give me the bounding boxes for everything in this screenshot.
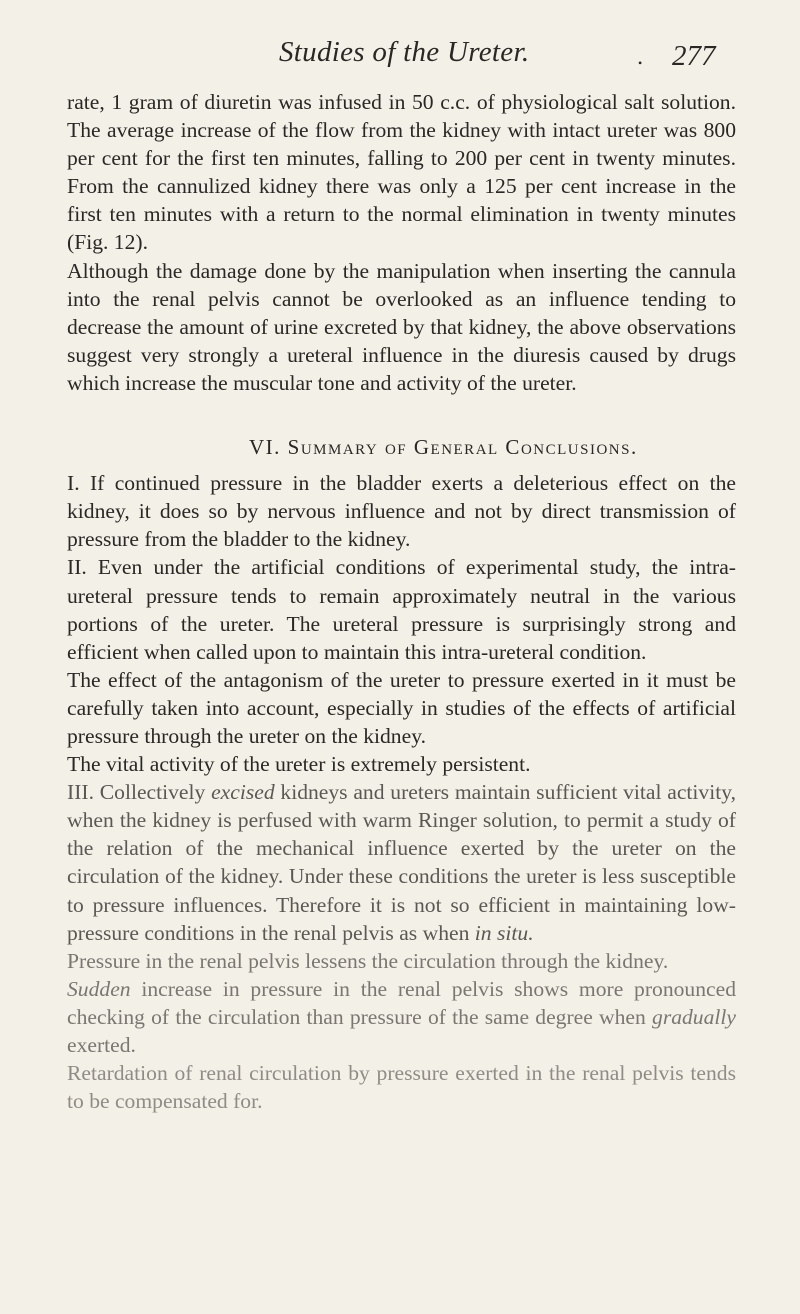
body-text [67,88,736,1115]
paragraph-retardation: Retardation of renal circulation by pressure exerted in the renal pelvis tends to be compensated for. [67,1061,736,1114]
gradually-emphasis: gradually [652,1004,736,1029]
conclusion-3-text-a: III. Collectively [67,780,212,805]
conclusion-2: II. Even under the artificial conditions of experimental study, the intra-ureteral pressure tends to remain approximately neutral in the various portions of the ureter. The ureteral pressure is surprisingly strong and efficient when called upon to maintain this intra-ureteral condition. [67,555,736,664]
running-title: Studies of the Ureter. [279,36,530,68]
page-number: 277 [672,40,716,72]
conclusion-3-text-b: kidneys and ureters maintain sufficient vital activity, when the kidney is perfused with warm Ringer solution, to permit a study of the relation of the mechanical influence exerted by the ureter on the circulation of the kidney. Under these conditions the ureter is less susceptible to pressure influences. Therefore it is not so efficient in maintaining low-pressure conditions in the renal pelvis as when [67,780,737,945]
paragraph-antagonism: The effect of the antagonism of the ureter to pressure exerted in it must be carefully taken into account, especially in studies of the effects of artificial pressure through the ureter on the kidney. [67,667,736,748]
section-heading: VI. Summary of General Conclusions. [249,435,638,460]
paragraph-pressure-circulation: Pressure in the renal pelvis lessens the circulation through the kidney. [67,948,669,973]
paragraph-diuretin: rate, 1 gram of diuretin was infused in 50 c.c. of physiological salt solution. The average increase of the flow from the kidney with intact ureter was 800 per cent for the first ten minutes, falling to 200 per cent in twenty minutes. From the cannulized kidney there was only a 125 per cent increase in the first ten minutes with a return to the normal elimination in twenty minutes (Fig. 12). [67,90,736,255]
conclusion-3-emphasis-2: in situ. [474,920,534,945]
sudden-text-b: exerted. [67,1033,136,1057]
running-head [0,36,800,76]
conclusion-3 [67,778,736,947]
sudden-emphasis: Sudden [67,976,131,1001]
paragraph-vital-activity: The vital activity of the ureter is extremely persistent. [67,752,531,777]
paragraph-cannula-damage: Although the damage done by the manipulation when inserting the cannula into the renal pelvis cannot be overlooked as an influence tending to decrease the amount of urine excreted by that kidney, the above observations suggest very strongly a ureteral influence in the diuresis caused by drugs which increase the muscular tone and activity of the ureter. [67,258,736,395]
conclusion-1: I. If continued pressure in the bladder exerts a deleterious effect on the kidney, it does so by nervous influence and not by direct transmission of pressure from the bladder to the kidney. [67,471,736,552]
paragraph-sudden-increase [67,975,736,1059]
bullet-mark: • [638,56,643,70]
conclusion-3-emphasis: excised [211,780,275,805]
sudden-text-a: increase in pressure in the renal pelvis shows more pronounced checking of the circulation than pressure of the same degree when [67,976,736,1029]
